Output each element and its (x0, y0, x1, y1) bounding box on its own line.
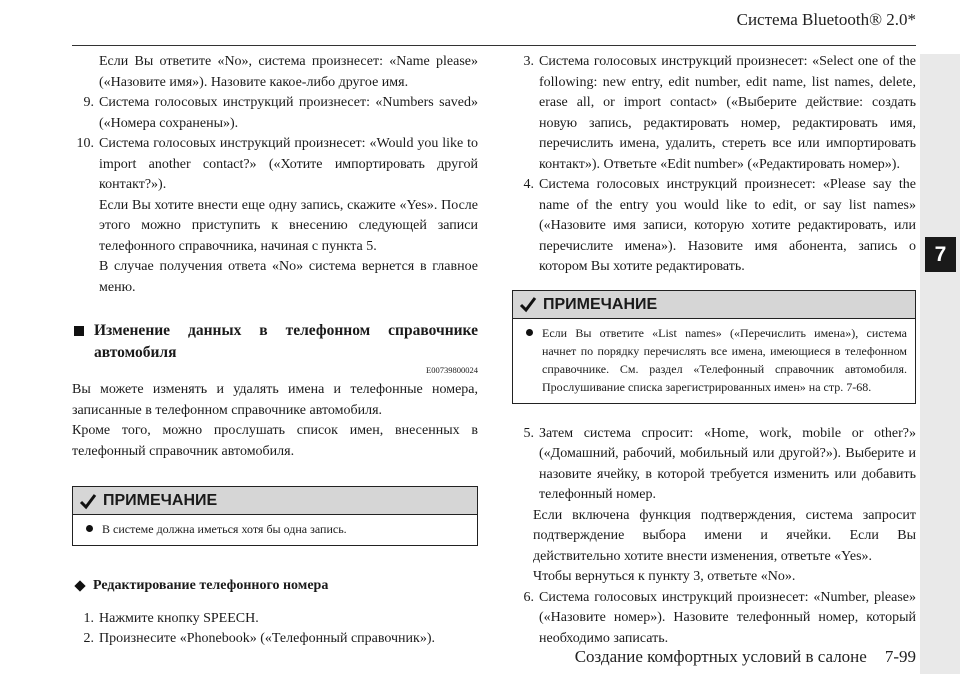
step-5 (512, 424, 916, 506)
note-title: ПРИМЕЧАНИЕ (543, 295, 658, 313)
right-column (512, 52, 916, 649)
step-10-number: 10. (76, 136, 94, 151)
chapter-tab-number: 7 (925, 237, 956, 272)
step-2-text: Произнесите «Phonebook» («Телефонный справочник»). (99, 631, 436, 646)
step8-continuation: Если Вы ответите «No», система произнесет: «Name please» («Назовите имя»). Назовите какое-либо другое имя. (99, 54, 478, 90)
note-header (513, 291, 915, 319)
section-paragraph-2: Кроме того, можно прослушать список имен, внесенных в телефонный справочник автомобиля. (72, 423, 478, 459)
bullet-icon (526, 329, 533, 336)
step-9-text: Система голосовых инструкций произнесет: «Numbers saved» («Номера сохранены»). (99, 95, 478, 131)
header-divider (72, 45, 916, 46)
step-6-number: 6. (523, 589, 534, 605)
step-1-number: 1. (83, 610, 94, 626)
left-column (72, 52, 478, 650)
step-9 (72, 93, 478, 134)
note-title: ПРИМЕЧАНИЕ (103, 492, 218, 509)
step-4-text: Система голосовых инструкций произнесет: «Please say the name of the entry you would like to edit, or say list names» («Назовите имя записи, которую хотите редактировать, или перечислите имена»). Назовите имя абонента, запись о котором Вы хотите редактировать. (539, 177, 916, 274)
bullet-icon (86, 525, 93, 532)
step-10-paragraph-3: В случае получения ответа «No» система вернется в главное меню. (99, 259, 478, 295)
step-6-text: Система голосовых инструкций произнесет: «Number, please» («Назовите номер»). Назовите телефонный номер, который необходимо записать. (539, 589, 916, 646)
step-3-text: Система голосовых инструкций произнесет: «Select one of the following: new entry, edit number, edit name, list names, delete, erase all, or import contact» («Выберите действие: создать новую запись, редактировать номер, редактировать имя, перечислить имена, удалить, стереть все или импортировать контакт»). Ответьте «Edit number» («Редактировать номер»). (539, 54, 916, 172)
step-3 (512, 52, 916, 175)
step-5-number: 5. (523, 425, 534, 441)
step-4-number: 4. (523, 177, 534, 192)
page-header-title: Система Bluetooth® 2.0* (736, 10, 916, 29)
subsection-heading (72, 576, 478, 597)
step-5-paragraph-3: Чтобы вернуться к пункту 3, ответьте «No». (533, 569, 796, 584)
footer-section-title: Создание комфортных условий в салоне (574, 647, 867, 666)
step-6 (512, 588, 916, 650)
section-code: E00739800024 (426, 365, 478, 375)
note-header (73, 487, 477, 515)
note-check-icon (519, 295, 537, 313)
subsection-title: Редактирование телефонного номера (93, 578, 329, 593)
section-paragraph-1: Вы можете изменять и удалять имена и телефонные номера, записанные в телефонном справочнике автомобиля. (72, 382, 478, 418)
step-1-text: Нажмите кнопку SPEECH. (99, 610, 259, 626)
note-text: В системе должна иметься хотя бы одна запись. (102, 522, 347, 536)
step-5-paragraph-2: Если включена функция подтверждения, система запросит подтверждение выбора имени и ячейки. Если Вы действительно хотите внести изменения, ответьте «Yes». (533, 507, 916, 564)
diamond-bullet-icon (74, 581, 85, 592)
step-5-text: Затем система спросит: «Home, work, mobile or other?» («Домашний, рабочий, мобильный или другой?»). Выберите и назовите ячейку, в которой требуется изменить или добавить телефонный номер. (539, 425, 916, 502)
step-4 (512, 175, 916, 278)
step-10-text: Система голосовых инструкций произнесет: «Would you like to import another contact?» («Хотите импортировать другой контакт?»). (99, 136, 478, 192)
page-footer (575, 647, 916, 667)
step-9-number: 9. (83, 95, 94, 110)
footer-page-number: 7-99 (884, 647, 916, 666)
note-body (73, 515, 477, 545)
note-text: Если Вы ответите «List names» («Перечислить имена»), система начнет по порядку перечислять все имена, имеющиеся в телефонном справочнике. См. раздел «Телефонный справочник автомобиля. Прослушивание списка зарегистрированных имен» на стр. 7-68. (542, 325, 907, 394)
note-box-left (72, 486, 478, 546)
chapter-side-tab (920, 54, 960, 674)
step-1 (72, 609, 478, 630)
square-bullet-icon (74, 326, 84, 336)
step-2-number: 2. (83, 631, 94, 646)
step-2 (72, 629, 478, 650)
note-body (513, 319, 915, 403)
step-10-paragraph-2: Если Вы хотите внести еще одну запись, скажите «Yes». После этого можно приступить к внесению следующей записи телефонного справочника, начиная с пункта 5. (99, 197, 478, 254)
section-heading (72, 320, 478, 364)
step-3-number: 3. (523, 54, 534, 69)
note-box-right (512, 290, 916, 404)
section-title: Изменение данных в телефонном справочнике автомобиля (94, 322, 478, 361)
note-check-icon (79, 492, 97, 510)
step-10 (72, 134, 478, 196)
